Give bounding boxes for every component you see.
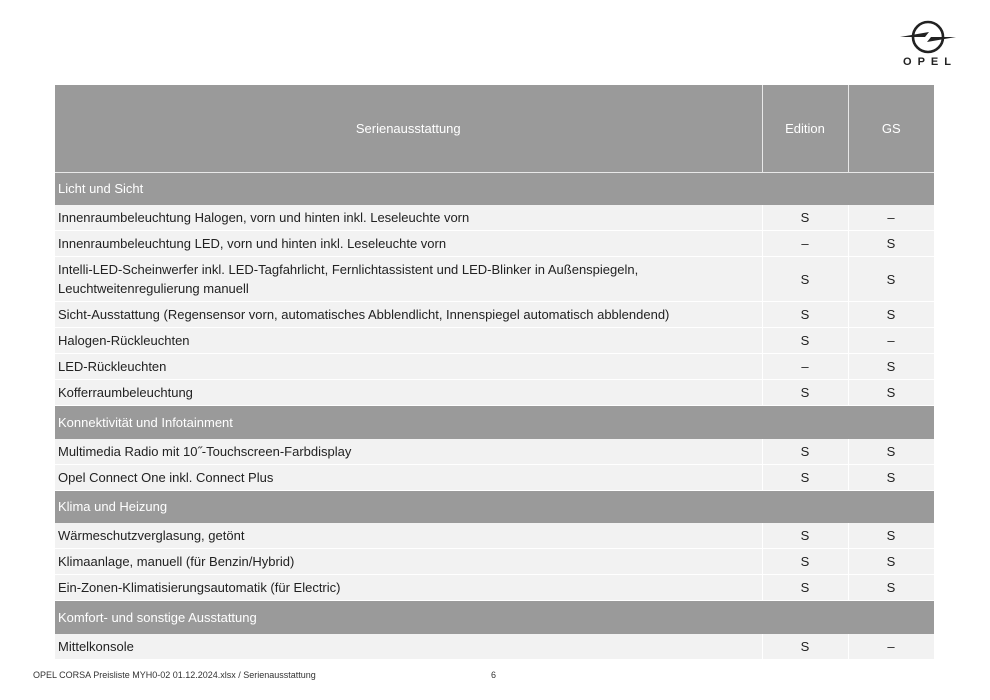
- value-gs: S: [848, 549, 934, 575]
- row-label: LED-Rückleuchten: [55, 354, 762, 380]
- row-label-line2: Leuchtweitenregulierung manuell: [58, 281, 249, 296]
- value-gs: –: [848, 328, 934, 354]
- value-edition: S: [762, 464, 848, 490]
- value-gs: S: [848, 354, 934, 380]
- value-edition: S: [762, 634, 848, 660]
- page-number: 6: [491, 670, 497, 680]
- table-row: [55, 549, 934, 575]
- section-title: Licht und Sicht: [55, 172, 934, 205]
- value-gs: S: [848, 302, 934, 328]
- row-label: Innenraumbeleuchtung Halogen, vorn und hinten inkl. Leseleuchte vorn: [55, 205, 762, 231]
- value-gs: S: [848, 464, 934, 490]
- brand-wordmark: OPEL: [903, 56, 957, 68]
- opel-blitz-icon: [898, 20, 958, 54]
- row-label: Halogen-Rückleuchten: [55, 328, 762, 354]
- row-label: Opel Connect One inkl. Connect Plus: [55, 464, 762, 490]
- value-edition: S: [762, 575, 848, 601]
- value-gs: –: [848, 205, 934, 231]
- section-konnektivitaet: [55, 406, 934, 439]
- section-title: Klima und Heizung: [55, 490, 934, 523]
- value-edition: S: [762, 328, 848, 354]
- value-gs: S: [848, 257, 934, 302]
- value-edition: S: [762, 380, 848, 406]
- table-header-row: [55, 85, 934, 172]
- equipment-table: [55, 85, 935, 660]
- row-label: Multimedia Radio mit 10˝-Touchscreen-Farbdisplay: [55, 439, 762, 465]
- table-row: [55, 464, 934, 490]
- table-row: [55, 302, 934, 328]
- table-row: [55, 523, 934, 549]
- table-row: [55, 575, 934, 601]
- row-label: Kofferraumbeleuchtung: [55, 380, 762, 406]
- value-edition: –: [762, 354, 848, 380]
- section-title: Konnektivität und Infotainment: [55, 406, 934, 439]
- header-serienausstattung: Serienausstattung: [55, 85, 762, 172]
- value-edition: S: [762, 257, 848, 302]
- value-gs: S: [848, 575, 934, 601]
- opel-logo: [896, 20, 960, 70]
- table-row: [55, 205, 934, 231]
- table-row: [55, 380, 934, 406]
- row-label: Klimaanlage, manuell (für Benzin/Hybrid): [55, 549, 762, 575]
- row-label: Mittelkonsole: [55, 634, 762, 660]
- footer-source: OPEL CORSA Preisliste MYH0-02 01.12.2024.xlsx / Serienausstattung: [33, 670, 316, 680]
- table-row: [55, 328, 934, 354]
- row-label: [55, 257, 762, 302]
- section-klima-und-heizung: [55, 490, 934, 523]
- row-label: Ein-Zonen-Klimatisierungsautomatik (für Electric): [55, 575, 762, 601]
- section-title: Komfort- und sonstige Ausstattung: [55, 601, 934, 634]
- value-edition: S: [762, 523, 848, 549]
- value-gs: S: [848, 523, 934, 549]
- value-edition: S: [762, 439, 848, 465]
- header-gs: GS: [848, 85, 934, 172]
- section-komfort: [55, 601, 934, 634]
- value-gs: S: [848, 231, 934, 257]
- value-gs: –: [848, 634, 934, 660]
- value-edition: S: [762, 302, 848, 328]
- header-edition: Edition: [762, 85, 848, 172]
- section-licht-und-sicht: [55, 172, 934, 205]
- value-edition: S: [762, 549, 848, 575]
- table-row: [55, 354, 934, 380]
- value-gs: S: [848, 380, 934, 406]
- row-label: Sicht-Ausstattung (Regensensor vorn, automatisches Abblendlicht, Innenspiegel automatisch abblendend): [55, 302, 762, 328]
- table-row: [55, 439, 934, 465]
- row-label: Wärmeschutzverglasung, getönt: [55, 523, 762, 549]
- row-label-line1: Intelli-LED-Scheinwerfer inkl. LED-Tagfahrlicht, Fernlichtassistent und LED-Blinker in Außenspiegeln,: [58, 262, 639, 277]
- table-row: [55, 231, 934, 257]
- value-edition: –: [762, 231, 848, 257]
- value-edition: S: [762, 205, 848, 231]
- table-row: [55, 634, 934, 660]
- row-label: Innenraumbeleuchtung LED, vorn und hinten inkl. Leseleuchte vorn: [55, 231, 762, 257]
- value-gs: S: [848, 439, 934, 465]
- table-row: [55, 257, 934, 302]
